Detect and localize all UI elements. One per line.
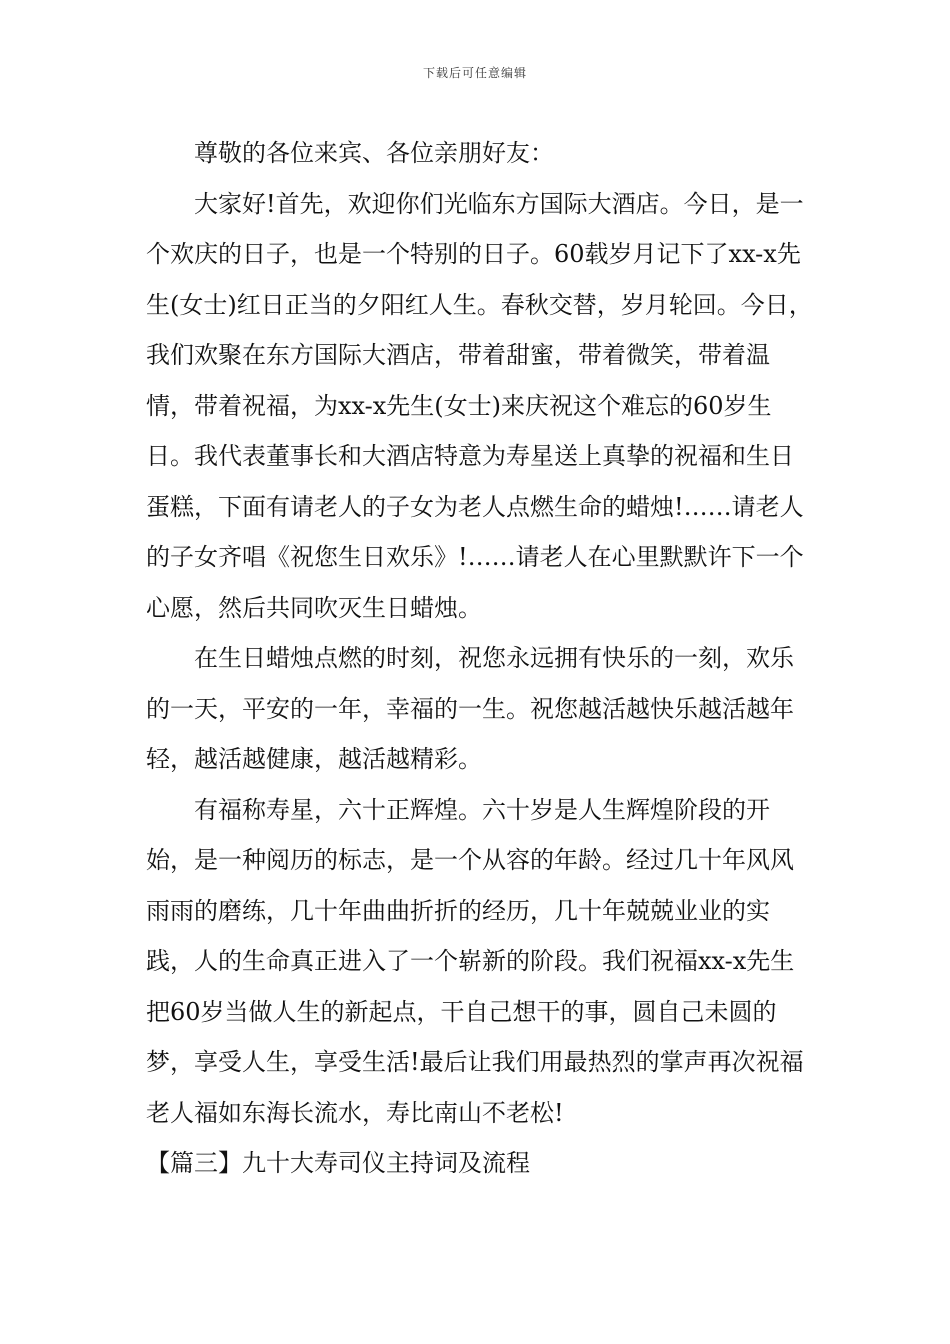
section-title: 【篇三】九十大寿司仪主持词及流程 [146, 1149, 530, 1177]
paragraph-welcome: 大家好!首先，欢迎你们光临东方国际大酒店。今日，是一个欢庆的日子，也是一个特别的日子。60载岁月记下了xx-x先生(女士)红日正当的夕阳红人生。春秋交替，岁月轮回。今日，我们欢聚在东方国际大酒店，带着甜蜜，带着微笑，带着温情，带着祝福，为xx-x先生(女士)来庆祝这个难忘的60岁生日。我代表董事长和大酒店特意为寿星送上真挚的祝福和生日蛋糕，下面有请老人的子女为老人点燃生命的蜡烛!……请老人的子女齐唱《祝您生日欢乐》!……请老人在心里默默许下一个心愿，然后共同吹灭生日蜡烛。 [146, 189, 813, 622]
page-header: 下载后可任意编辑 [422, 66, 527, 80]
paragraph-blessing: 有福称寿星，六十正辉煌。六十岁是人生辉煌阶段的开始，是一种阅历的标志，是一个从容的年龄。经过几十年风风雨雨的磨练，几十年曲曲折折的经历，几十年兢兢业业的实践，人的生命真正进入了一个崭新的阶段。我们祝福xx-x先生把60岁当做人生的新起点，干自己想干的事，圆自己未圆的梦，享受人生，享受生活!最后让我们用最热烈的掌声再次祝福老人福如东海长流水，寿比南山不老松! [146, 795, 804, 1127]
paragraph-wishes: 在生日蜡烛点燃的时刻，祝您永远拥有快乐的一刻，欢乐的一天，平安的一年，幸福的一生。祝您越活越快乐越活越年轻，越活越健康，越活越精彩。 [146, 644, 794, 773]
document-body [146, 128, 814, 1189]
greeting-line: 尊敬的各位来宾、各位亲朋好友： [194, 139, 554, 167]
